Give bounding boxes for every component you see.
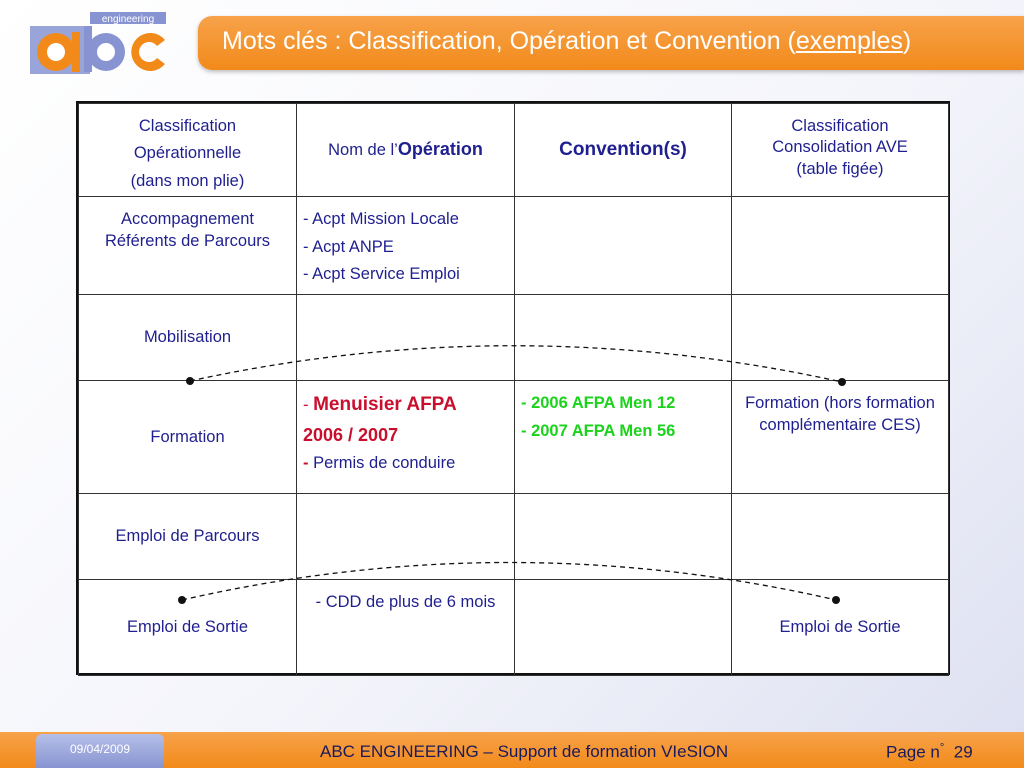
table-row [79,295,949,381]
title-close: ) [902,27,912,55]
footer-page-number: Page n° 29 [886,742,973,762]
cell-empty [515,494,732,580]
header-classification-consolidation: Classification Consolidation AVE (table figée) [732,104,949,197]
cell-empty [297,494,515,580]
cell-empty [297,295,515,381]
cell-empty [732,295,949,381]
title-link-exemples[interactable]: exemples [795,27,903,55]
table-row [79,381,949,494]
footer-caption: ABC ENGINEERING – Support de formation VIeSION [320,742,729,761]
logo-subtitle: engineering [101,14,155,25]
row-label-mobilisation: Mobilisation [79,295,297,381]
title-main: Mots clés : Classification, Opération et Convention ( [222,27,796,55]
row-label-emploi-sortie: Emploi de Sortie [79,580,297,676]
header-nom-operation: Nom de l’Opération [297,104,515,197]
table-row [79,494,949,580]
cell-operations-accompagnement: - Acpt Mission Locale - Acpt ANPE - Acpt Service Emploi [297,197,515,295]
cell-operations-emploi-sortie: - CDD de plus de 6 mois [297,580,515,676]
cell-classification-formation: Formation (hors formation complémentaire CES) [732,381,949,494]
logo-text: abc [30,12,32,13]
header-conventions: Convention(s) [515,104,732,197]
row-label-emploi-parcours: Emploi de Parcours [79,494,297,580]
cell-operations-formation: - Menuisier AFPA 2006 / 2007 - Permis de conduire [297,381,515,494]
cell-empty [732,494,949,580]
table-row [79,580,949,676]
cell-empty [732,197,949,295]
table-header-row [79,104,949,197]
footer-date: 09/04/2009 [69,742,131,756]
header-classification-operationnelle: Classification Opérationnelle (dans mon plie) [79,104,297,197]
classification-table [76,101,950,675]
row-label-accompagnement: Accompagnement Référents de Parcours [79,197,297,295]
slide-title [222,27,911,56]
row-label-formation: Formation [79,381,297,494]
cell-empty [515,197,732,295]
abc-engineering-logo [30,12,170,74]
cell-classification-emploi-sortie: Emploi de Sortie [732,580,949,676]
table-row [79,197,949,295]
cell-empty [515,295,732,381]
cell-empty [515,580,732,676]
cell-conventions-formation: - 2006 AFPA Men 12 - 2007 AFPA Men 56 [515,381,732,494]
